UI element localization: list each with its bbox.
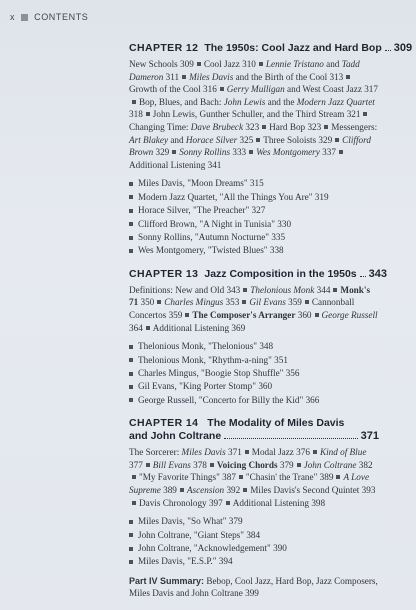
chapter-page: 343 bbox=[368, 267, 388, 280]
bullet-square-icon bbox=[129, 560, 133, 564]
list-item[interactable]: Miles Davis, "So What" 379 bbox=[129, 515, 379, 528]
separator-square-icon bbox=[339, 150, 343, 154]
chapter-label: CHAPTER 12 bbox=[129, 42, 199, 54]
separator-square-icon bbox=[146, 463, 150, 467]
leader-dots bbox=[385, 50, 391, 51]
listening-guide-list bbox=[129, 340, 379, 407]
separator-square-icon bbox=[363, 112, 367, 116]
chapter-page: 371 bbox=[360, 430, 379, 443]
list-item[interactable]: Thelonious Monk, "Thelonious" 348 bbox=[129, 340, 379, 353]
separator-square-icon bbox=[182, 75, 186, 79]
bullet-square-icon bbox=[129, 345, 133, 349]
separator-square-icon bbox=[132, 475, 136, 479]
bullet-square-icon bbox=[129, 398, 133, 402]
separator-square-icon bbox=[249, 150, 253, 154]
separator-square-icon bbox=[335, 138, 339, 142]
separator-square-icon bbox=[220, 87, 224, 91]
bullet-square-icon bbox=[129, 182, 133, 186]
chapter-topics: Definitions: New and Old 343 Thelonious Monk 344 Monk's 71 350 Charles Mingus 353 Gil Evans 359 Cannonball Concertos 359 The Composer's Arranger 360 George Russell 364 Additional Listening 369 bbox=[129, 284, 378, 333]
separator-square-icon bbox=[197, 62, 201, 66]
separator-square-icon bbox=[243, 488, 247, 492]
list-item[interactable]: Modern Jazz Quartet, "All the Things You Are" 319 bbox=[129, 191, 379, 204]
list-item[interactable]: John Coltrane, "Acknowledgement" 390 bbox=[129, 542, 379, 555]
separator-square-icon bbox=[313, 450, 317, 454]
bullet-square-icon bbox=[129, 385, 133, 389]
bullet-square-icon bbox=[129, 372, 133, 376]
chapter-13 bbox=[129, 267, 388, 407]
list-item[interactable]: John Coltrane, "Giant Steps" 384 bbox=[129, 529, 379, 542]
separator-square-icon bbox=[245, 450, 249, 454]
separator-square-icon bbox=[210, 463, 214, 467]
separator-square-icon bbox=[346, 75, 350, 79]
separator-square-icon bbox=[157, 300, 161, 304]
separator-square-icon bbox=[185, 313, 189, 317]
separator-square-icon bbox=[336, 475, 340, 479]
listening-guide-list bbox=[129, 515, 379, 569]
leader-dots bbox=[224, 438, 357, 439]
folio: x bbox=[10, 12, 16, 22]
bullet-square-icon bbox=[129, 520, 133, 524]
chapter-topics: New Schools 309 Cool Jazz 310 Lennie Tristano and Tadd Dameron 311 Miles Davis and the Birth of the Cool 313Growth of the Cool 316 Gerry Mulligan and West Coast Jazz 317Bop, Blues, and Bach: John Lewis and the Modern Jazz Quartet 318 John Lewis, Gunther Schuller, and the Third Stream 321Changing Time: Dave Brubeck 323 Hard Bop 323 Messengers: Art Blakey and Horace Silver 325 Three Soloists 329 Clifford Brown 329 Sonny Rollins 333 Wes Montgomery 337Additional Listening 341 bbox=[129, 59, 378, 170]
chapter-page: 309 bbox=[393, 42, 413, 54]
square-ornament-icon bbox=[21, 14, 28, 21]
chapter-heading[interactable] bbox=[129, 417, 379, 443]
separator-square-icon bbox=[172, 150, 176, 154]
chapter-title-line-2: and John Coltrane bbox=[129, 430, 222, 443]
separator-square-icon bbox=[132, 501, 136, 505]
list-item[interactable]: Clifford Brown, "A Night in Tunisia" 330 bbox=[129, 218, 379, 231]
contents-body bbox=[129, 42, 413, 610]
list-item[interactable]: Sonny Rollins, "Autumn Nocturne" 335 bbox=[129, 231, 379, 244]
running-head-label: CONTENTS bbox=[34, 12, 89, 22]
bullet-square-icon bbox=[129, 533, 133, 537]
list-item[interactable]: Miles Davis, "Moon Dreams" 315 bbox=[129, 177, 379, 190]
bullet-square-icon bbox=[129, 249, 133, 253]
bullet-square-icon bbox=[129, 236, 133, 240]
bullet-square-icon bbox=[129, 547, 133, 551]
chapter-title: Jazz Composition in the 1950s bbox=[204, 267, 357, 280]
part-summary[interactable] bbox=[129, 575, 379, 600]
chapter-title: The 1950s: Cool Jazz and Hard Bop bbox=[204, 42, 382, 54]
bullet-square-icon bbox=[129, 209, 133, 213]
list-item[interactable]: Wes Montgomery, "Twisted Blues" 338 bbox=[129, 244, 379, 257]
separator-square-icon bbox=[333, 288, 337, 292]
chapter-12 bbox=[129, 42, 413, 258]
bullet-square-icon bbox=[129, 358, 133, 362]
bullet-square-icon bbox=[129, 222, 133, 226]
bullet-square-icon bbox=[129, 195, 133, 199]
chapter-label: CHAPTER 14 bbox=[129, 417, 199, 430]
part-summary-page: 399 bbox=[245, 588, 259, 599]
running-head bbox=[10, 12, 88, 22]
list-item[interactable]: Miles Davis, "E.S.P." 394 bbox=[129, 555, 379, 568]
chapter-14 bbox=[129, 417, 379, 600]
list-item[interactable]: Thelonious Monk, "Rhythm-a-ning" 351 bbox=[129, 354, 379, 367]
part-summary-text: Bebop, Cool Jazz, Hard Bop, Jazz Composers, Miles Davis and John Coltrane bbox=[129, 575, 378, 599]
chapter-heading[interactable] bbox=[129, 42, 413, 55]
list-item[interactable]: Gil Evans, "King Porter Stomp" 360 bbox=[129, 380, 379, 393]
chapter-topics: The Sorcerer: Miles Davis 371 Modal Jazz 376 Kind of Blue 377 Bill Evans 378 Voicing Chords 379 John Coltrane 382"My Favorite Things" 387 "Chasin' the Trane" 389 A Love Supreme 389 Ascension 392 Miles Davis's Second Quintet 393Davis Chronology 397 Additional Listening 398 bbox=[129, 447, 376, 508]
separator-square-icon bbox=[146, 326, 150, 330]
separator-square-icon bbox=[315, 313, 319, 317]
list-item[interactable]: George Russell, "Concerto for Billy the Kid" 366 bbox=[129, 394, 379, 407]
chapter-heading[interactable] bbox=[129, 267, 388, 281]
chapter-label: CHAPTER 13 bbox=[129, 267, 199, 280]
leader-dots bbox=[360, 276, 366, 277]
separator-square-icon bbox=[324, 125, 328, 129]
chapter-title-line-1: The Modality of Miles Davis bbox=[207, 417, 345, 430]
part-summary-label: Part IV Summary: bbox=[129, 575, 205, 586]
separator-square-icon bbox=[239, 475, 243, 479]
separator-square-icon bbox=[297, 463, 301, 467]
separator-square-icon bbox=[259, 62, 263, 66]
separator-square-icon bbox=[262, 125, 266, 129]
separator-square-icon bbox=[146, 112, 150, 116]
separator-square-icon bbox=[180, 488, 184, 492]
list-item[interactable]: Charles Mingus, "Boogie Stop Shuffle" 356 bbox=[129, 367, 379, 380]
separator-square-icon bbox=[243, 288, 247, 292]
separator-square-icon bbox=[132, 100, 136, 104]
separator-square-icon bbox=[305, 300, 309, 304]
listening-guide-list bbox=[129, 177, 379, 257]
separator-square-icon bbox=[226, 501, 230, 505]
separator-square-icon bbox=[256, 138, 260, 142]
separator-square-icon bbox=[242, 300, 246, 304]
list-item[interactable]: Horace Silver, "The Preacher" 327 bbox=[129, 204, 379, 217]
